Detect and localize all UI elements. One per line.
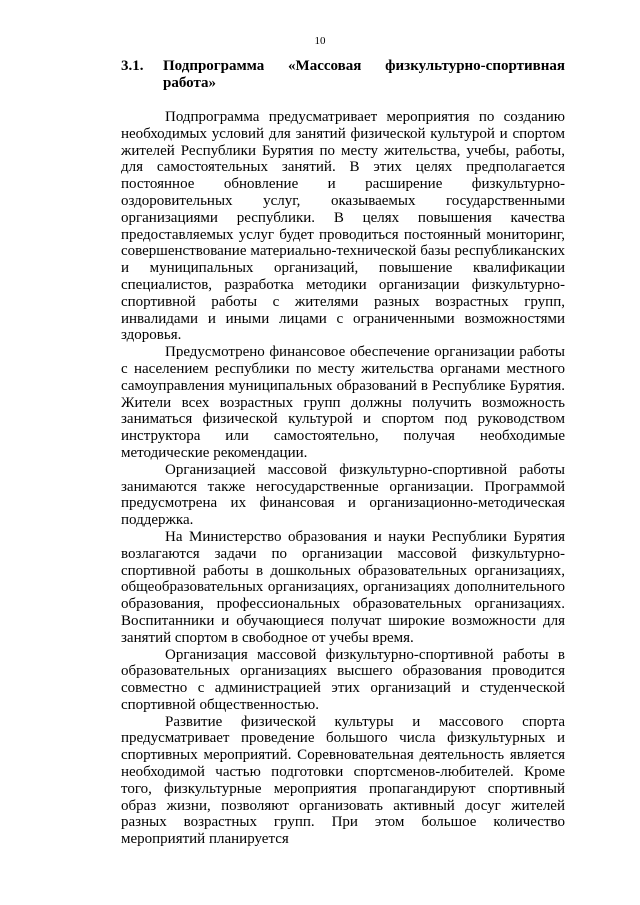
section-title	[163, 58, 565, 92]
document-body	[121, 58, 565, 848]
body-text	[121, 109, 565, 848]
section-title-line-1: Подпрограмма «Массовая физкультурно-спортивная	[163, 58, 565, 74]
paragraph-1: Подпрограмма предусматривает мероприятия по созданию необходимых условий для занятий физической культурой и спортом жителей Республики Бурятия по месту жительства, учебы, работы, для самостоятельных занятий. В этих целях предполагается постоянное обновление и расширение физкультурно-оздоровительных услуг, оказываемых государственными организациями республики. В целях повышения качества предоставляемых услуг будет проводиться постоянный мониторинг, совершенствование материально-технической базы республиканских и муниципальных организаций, повышение квалификации специалистов, разработка методики организации физкультурно-спортивной работы с жителями разных возрастных групп, инвалидами и иными лицами с ограниченными возможностями здоровья.	[121, 109, 565, 344]
paragraph-3: Организацией массовой физкультурно-спортивной работы занимаются также негосударственные организации. Программой предусмотрена их финансовая и организационно-методическая поддержка.	[121, 461, 565, 529]
section-title-line-2: работа»	[163, 75, 216, 91]
paragraph-5: Организация массовой физкультурно-спортивной работы в образовательных организациях высшего образования проводится совместно с администрацией этих организаций и студенческой спортивной общественностью.	[121, 646, 565, 713]
paragraph-4: На Министерство образования и науки Республики Бурятия возлагаются задачи по организации массовой физкультурно-спортивной работы в дошкольных образовательных организациях, общеобразовательных организациях, организациях дополнительного образования, профессиональных образовательных организациях. Воспитанники и обучающиеся получат широкие возможности для занятий спортом в свободное от учебы время.	[121, 528, 565, 646]
section-heading	[121, 58, 565, 92]
page-number: 10	[314, 35, 326, 47]
paragraph-6: Развитие физической культуры и массового спорта предусматривает проведение большого числа физкультурных и спортивных мероприятий. Соревновательная деятельность является необходимой частью подготовки спортсменов-любителей. Кроме того, физкультурные мероприятия пропагандируют спортивный образ жизни, позволяют организовать активный досуг жителей разных возрастных групп. При этом большое количество мероприятий планируется	[121, 713, 565, 848]
paragraph-2: Предусмотрено финансовое обеспечение организации работы с населением республики по месту жительства органами местного самоуправления муниципальных образований в Республике Бурятия. Жители всех возрастных групп должны получить возможность заниматься физической культурой и спортом под руководством инструктора или самостоятельно, получая необходимые методические рекомендации.	[121, 344, 565, 461]
section-number: 3.1.	[121, 58, 144, 74]
